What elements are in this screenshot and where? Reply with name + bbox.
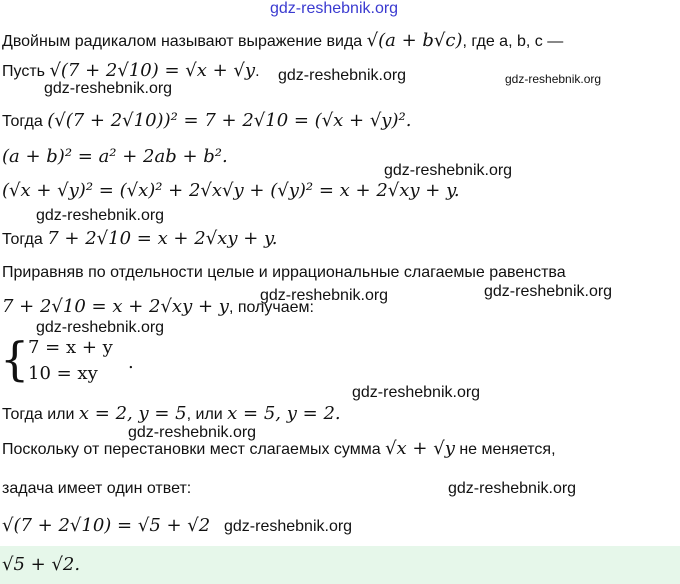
- solutions-line: Тогда или x = 2, y = 5, или x = 5, y = 2.: [2, 403, 341, 424]
- watermark: gdz-reshebnik.org: [448, 480, 577, 497]
- system-eq-1: 7 = x + y: [28, 337, 113, 358]
- watermark: gdz-reshebnik.org: [484, 283, 613, 300]
- watermark: gdz-reshebnik.org: [384, 162, 513, 179]
- final-answer: √5 + √2.: [2, 554, 81, 575]
- watermark: gdz-reshebnik.org: [36, 319, 165, 336]
- watermark: gdz-reshebnik.org: [128, 424, 257, 441]
- watermark-top: gdz-reshebnik.org: [270, 0, 399, 17]
- equation-line: Тогда 7 + 2√10 = x + 2√xy + y.: [2, 228, 278, 249]
- watermark: gdz-reshebnik.org: [260, 287, 389, 304]
- answer-intro-line: задача имеет один ответ:: [2, 480, 192, 497]
- commutativity-line: Поскольку от перестановки мест слагаемых сумма √x + √y не меняется,: [2, 438, 556, 459]
- squared-line: Тогда (√(7 + 2√10))² = 7 + 2√10 = (√x + √y)².: [2, 110, 412, 131]
- expansion-line: (√x + √y)² = (√x)² + 2√x√y + (√y)² = x + 2√xy + y.: [2, 180, 460, 201]
- result-line: √(7 + 2√10) = √5 + √2: [2, 515, 211, 536]
- watermark: gdz-reshebnik.org: [36, 207, 165, 224]
- watermark: gdz-reshebnik.org: [352, 384, 481, 401]
- definition-line: Двойным радикалом называют выражение вида √(a + b√c), где a, b, c —: [2, 30, 564, 51]
- equality-line: 7 + 2√10 = x + 2√xy + y, получаем:: [2, 296, 314, 317]
- watermark: gdz-reshebnik.org: [505, 72, 602, 86]
- answer-highlight: [0, 546, 680, 584]
- watermark: gdz-reshebnik.org: [44, 80, 173, 97]
- system-dot: .: [128, 352, 134, 373]
- watermark: gdz-reshebnik.org: [224, 518, 353, 535]
- square-formula-line: (a + b)² = a² + 2ab + b².: [2, 146, 228, 167]
- system-brace: {: [0, 332, 30, 386]
- system-eq-2: 10 = xy: [28, 363, 98, 384]
- watermark: gdz-reshebnik.org: [278, 67, 407, 84]
- assumption-line: Пусть √(7 + 2√10) = √x + √y.: [2, 60, 260, 81]
- comparison-line: Приравняв по отдельности целые и иррациональные слагаемые равенства: [2, 264, 566, 281]
